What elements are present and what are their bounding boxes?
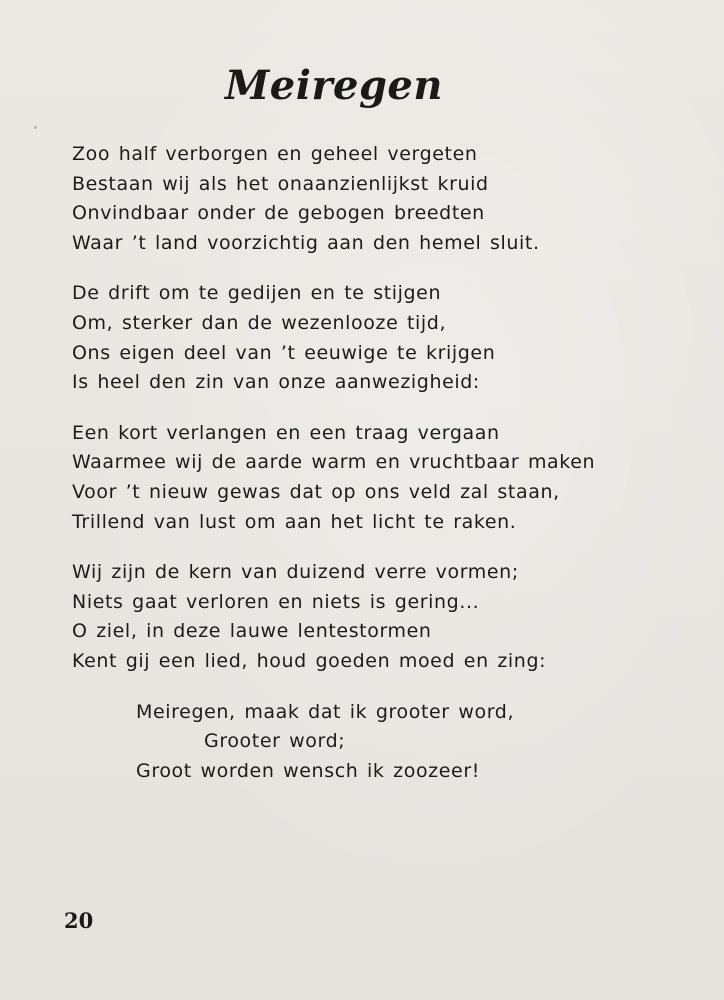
page-number: 20 — [64, 908, 94, 933]
poem-line: Is heel den zin van onze aanwezigheid: — [72, 371, 480, 394]
poem-line: Kent gij een lied, houd goeden moed en zing: — [72, 649, 547, 672]
poem-line: Waarmee wij de aarde warm en vruchtbaar maken — [72, 451, 596, 474]
poem-line: Ons eigen deel van ’t eeuwige te krijgen — [72, 341, 496, 364]
poem-line: O ziel, in deze lauwe lentestormen — [72, 620, 432, 643]
poem-line: Bestaan wij als het onaanzienlijkst kruid — [72, 172, 489, 195]
poem-line: Wij zijn de kern van duizend verre vormen; — [72, 561, 519, 584]
poem-line: Onvindbaar onder de gebogen breedten — [72, 202, 485, 225]
poem-line: Trillend van lust om aan het licht te raken. — [72, 510, 517, 533]
refrain-line: Meiregen, maak dat ik grooter word, — [136, 700, 515, 723]
paper-speck — [34, 126, 37, 129]
poem-line: Waar ’t land voorzichtig aan den hemel sluit. — [72, 231, 540, 254]
poem-body — [72, 140, 692, 786]
poem-line: Om, sterker dan de wezenlooze tijd, — [72, 311, 447, 334]
poem-line: De drift om te gedijen en te stijgen — [72, 282, 442, 305]
refrain-line: Grooter word; — [204, 730, 346, 753]
stanza-1 — [72, 140, 692, 258]
poem-line: Niets gaat verloren en niets is gering... — [72, 590, 480, 613]
poem-title: Meiregen — [225, 62, 443, 109]
refrain-line: Groot worden wensch ik zoozeer! — [136, 759, 480, 782]
stanza-2 — [72, 279, 692, 397]
poem-line: Voor ’t nieuw gewas dat op ons veld zal staan, — [72, 480, 560, 503]
poem-line: Zoo half verborgen en geheel vergeten — [72, 143, 478, 165]
refrain — [136, 698, 692, 787]
stanza-4 — [72, 558, 692, 676]
stanza-3 — [72, 419, 692, 537]
poem-line: Een kort verlangen en een traag vergaan — [72, 421, 500, 444]
